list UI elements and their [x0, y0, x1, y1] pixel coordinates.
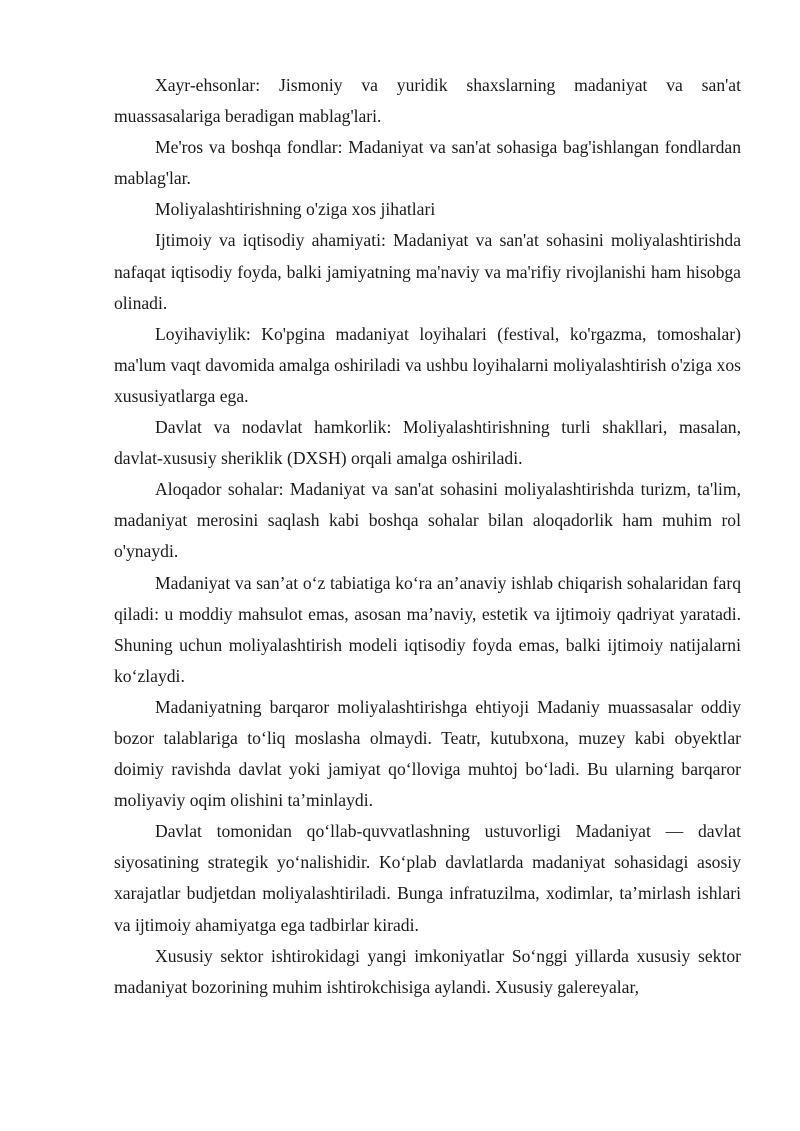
paragraph-sustainable-financing: Madaniyatning barqaror moliyalashtirishga ehtiyoji Madaniy muassasalar oddiy bozor talablariga to‘liq moslasha olmaydi. Teatr, kutubxona, muzey kabi obyektlar doimiy ravishda davlat yoki jamiyat qo‘lloviga muhtoj bo‘ladi. Bu ularning barqaror moliyaviy oqim olishini ta’minlaydi.	[114, 696, 741, 811]
section-heading-financing-features: Moliyalashtirishning o'ziga xos jihatlari	[155, 199, 436, 220]
paragraph-state-support: Davlat tomonidan qo‘llab-quvvatlashning ustuvorligi Madaniyat — davlat siyosatining strategik yo‘nalishidir. Ko‘plab davlatlarda madaniyat sohasidagi asosiy xarajatlar budjetdan moliyalashtiriladi. Bunga infratuzilma, xodimlar, ta’mirlash ishlari va ijtimoiy ahamiyatga ega tadbirlar kiradi.	[114, 821, 741, 935]
paragraph-public-private: Davlat va nodavlat hamkorlik: Moliyalashtirishning turli shakllari, masalan, davlat-xususiy sheriklik (DXSH) orqali amalga oshiriladi.	[114, 417, 741, 469]
paragraph-social-economic: Ijtimoiy va iqtisodiy ahamiyati: Madaniyat va san'at sohasini moliyalashtirishda nafaqat iqtisodiy foyda, balki jamiyatning ma'naviy va ma'rifiy rivojlanishi ham hisobga olinadi.	[114, 230, 741, 313]
document-page	[114, 70, 741, 1003]
paragraph-private-sector: Xususiy sektor ishtirokidagi yangi imkoniyatlar So‘nggi yillarda xususiy sektor madaniyat bozorining muhim ishtirokchisiga aylandi. Xususiy galereyalar,	[114, 945, 741, 997]
paragraph-donations: Xayr-ehsonlar: Jismoniy va yuridik shaxslarning madaniyat va san'at muassasalariga beradigan mablag'lari.	[114, 75, 741, 127]
paragraph-related-fields: Aloqador sohalar: Madaniyat va san'at sohasini moliyalashtirishda turizm, ta'lim, madaniyat merosini saqlash kabi boshqa sohalar bilan aloqadorlik ham muhim rol o'ynaydi.	[114, 479, 741, 562]
paragraph-project-based: Loyihaviylik: Ko'pgina madaniyat loyihalari (festival, ko'rgazma, tomoshalar) ma'lum vaqt davomida amalga oshiriladi va ushbu loyihalarni moliyalashtirish o'ziga xos xususiyatlarga ega.	[114, 323, 741, 406]
paragraph-culture-nature: Madaniyat va san’at o‘z tabiatiga ko‘ra an’anaviy ishlab chiqarish sohalaridan farq qiladi: u moddiy mahsulot emas, asosan ma’naviy, estetik va ijtimoiy qadriyat yaratadi. Shuning uchun moliyalashtirish modeli iqtisodiy foyda emas, balki ijtimoiy natijalarni ko‘zlaydi.	[114, 572, 741, 686]
paragraph-heritage-funds: Me'ros va boshqa fondlar: Madaniyat va san'at sohasiga bag'ishlangan fondlardan mablag'lar.	[114, 137, 741, 189]
